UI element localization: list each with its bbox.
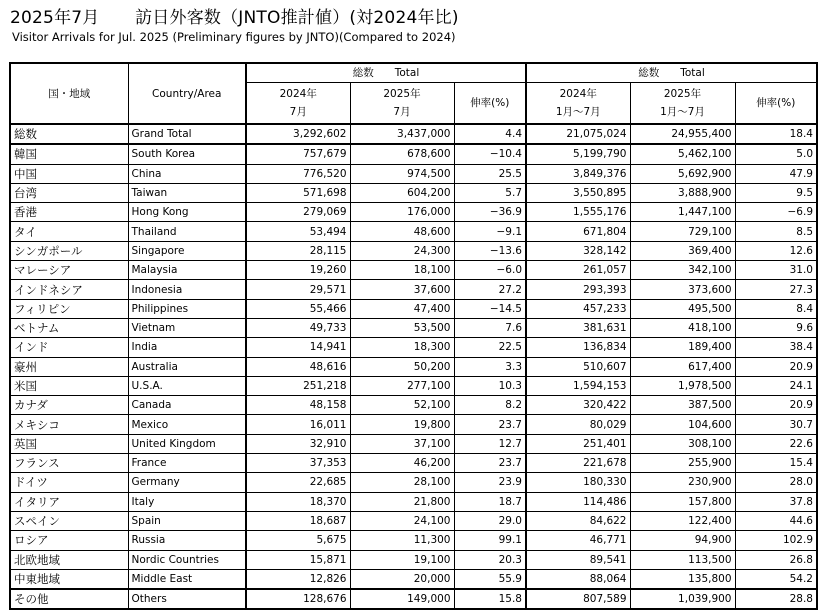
table-row [10, 434, 817, 453]
table-row [10, 376, 817, 395]
cell-region-jp: イタリア [10, 492, 128, 511]
cell-2025-ytd: 3,888,900 [630, 183, 735, 202]
header-2024-ytd [526, 83, 630, 125]
cell-growth-ytd: 44.6 [735, 511, 817, 530]
header-2024-ytd-year: 2024年 [559, 88, 597, 100]
cell-2024-month: 571,698 [246, 183, 350, 202]
cell-growth-month: 55.9 [454, 569, 526, 589]
cell-2025-month: 37,600 [350, 280, 454, 299]
cell-2025-month: 974,500 [350, 164, 454, 183]
table-row [10, 415, 817, 434]
cell-2024-month: 14,941 [246, 338, 350, 357]
cell-region-en: Hong Kong [128, 203, 246, 222]
cell-region-jp: 韓国 [10, 144, 128, 164]
cell-2024-ytd: 5,199,790 [526, 144, 630, 164]
cell-2024-ytd: 293,393 [526, 280, 630, 299]
table-row [10, 299, 817, 318]
cell-2024-ytd: 88,064 [526, 569, 630, 589]
cell-2025-month: 18,100 [350, 261, 454, 280]
table-row [10, 550, 817, 569]
cell-2025-month: 47,400 [350, 299, 454, 318]
cell-growth-month: 29.0 [454, 511, 526, 530]
cell-2025-ytd: 418,100 [630, 318, 735, 337]
cell-growth-ytd: 9.6 [735, 318, 817, 337]
cell-region-en: Philippines [128, 299, 246, 318]
header-region-en: Country/Area [128, 63, 246, 124]
table-row [10, 261, 817, 280]
cell-growth-ytd: 22.6 [735, 434, 817, 453]
cell-region-en: Middle East [128, 569, 246, 589]
cell-2025-ytd: 5,462,100 [630, 144, 735, 164]
cell-2025-ytd: 135,800 [630, 569, 735, 589]
cell-2025-ytd: 369,400 [630, 241, 735, 260]
table-row [10, 473, 817, 492]
cell-growth-month: −6.0 [454, 261, 526, 280]
cell-region-en: Canada [128, 396, 246, 415]
cell-2024-month: 28,115 [246, 241, 350, 260]
cell-region-en: Nordic Countries [128, 550, 246, 569]
header-2025-ytd-year: 2025年 [663, 88, 702, 100]
cell-2025-ytd: 189,400 [630, 338, 735, 357]
cell-region-en: Germany [128, 473, 246, 492]
table-row [10, 203, 817, 222]
cell-growth-ytd: 15.4 [735, 454, 817, 473]
cell-growth-ytd: 28.0 [735, 473, 817, 492]
cell-region-en: Others [128, 589, 246, 609]
cell-region-en: Spain [128, 511, 246, 530]
table-row [10, 124, 817, 144]
cell-2025-ytd: 230,900 [630, 473, 735, 492]
cell-2024-month: 53,494 [246, 222, 350, 241]
cell-growth-ytd: −6.9 [735, 203, 817, 222]
cell-region-jp: 北欧地域 [10, 550, 128, 569]
cell-region-jp: マレーシア [10, 261, 128, 280]
cell-growth-ytd: 27.3 [735, 280, 817, 299]
cell-2024-ytd: 381,631 [526, 318, 630, 337]
cell-region-en: Malaysia [128, 261, 246, 280]
cell-region-jp: 中国 [10, 164, 128, 183]
cell-2024-month: 19,260 [246, 261, 350, 280]
cell-region-en: Taiwan [128, 183, 246, 202]
cell-2025-month: 11,300 [350, 531, 454, 550]
header-growth-month: 伸率(%) [454, 83, 526, 125]
cell-region-en: Italy [128, 492, 246, 511]
cell-region-jp: 豪州 [10, 357, 128, 376]
table-body [10, 124, 817, 609]
cell-2025-ytd: 122,400 [630, 511, 735, 530]
cell-2024-month: 48,616 [246, 357, 350, 376]
header-total-ytd: 総数 Total [526, 63, 817, 83]
cell-region-jp: 総数 [10, 124, 128, 144]
cell-2024-month: 3,292,602 [246, 124, 350, 144]
cell-region-jp: 米国 [10, 376, 128, 395]
cell-2024-ytd: 114,486 [526, 492, 630, 511]
cell-region-en: Thailand [128, 222, 246, 241]
cell-region-jp: インド [10, 338, 128, 357]
cell-2024-month: 279,069 [246, 203, 350, 222]
cell-2024-month: 48,158 [246, 396, 350, 415]
cell-2025-month: 50,200 [350, 357, 454, 376]
cell-region-jp: ロシア [10, 531, 128, 550]
header-2025-month [350, 83, 454, 125]
cell-growth-month: 10.3 [454, 376, 526, 395]
cell-2024-ytd: 1,555,176 [526, 203, 630, 222]
cell-2024-month: 37,353 [246, 454, 350, 473]
cell-2025-month: 604,200 [350, 183, 454, 202]
cell-growth-month: 23.7 [454, 454, 526, 473]
cell-region-jp: ベトナム [10, 318, 128, 337]
cell-growth-ytd: 28.8 [735, 589, 817, 609]
cell-region-en: Russia [128, 531, 246, 550]
cell-2025-ytd: 24,955,400 [630, 124, 735, 144]
cell-2024-month: 29,571 [246, 280, 350, 299]
cell-growth-ytd: 5.0 [735, 144, 817, 164]
cell-growth-ytd: 9.5 [735, 183, 817, 202]
table-row [10, 241, 817, 260]
cell-growth-ytd: 20.9 [735, 357, 817, 376]
cell-2025-ytd: 308,100 [630, 434, 735, 453]
cell-growth-month: 22.5 [454, 338, 526, 357]
cell-growth-month: −10.4 [454, 144, 526, 164]
cell-growth-ytd: 18.4 [735, 124, 817, 144]
cell-growth-month: −14.5 [454, 299, 526, 318]
table-row [10, 318, 817, 337]
cell-growth-month: 18.7 [454, 492, 526, 511]
cell-growth-month: 99.1 [454, 531, 526, 550]
cell-2024-ytd: 21,075,024 [526, 124, 630, 144]
cell-2025-month: 53,500 [350, 318, 454, 337]
cell-2024-month: 757,679 [246, 144, 350, 164]
table-row [10, 492, 817, 511]
cell-region-en: U.S.A. [128, 376, 246, 395]
visitor-arrivals-table [9, 62, 818, 610]
cell-region-en: France [128, 454, 246, 473]
cell-2025-month: 24,100 [350, 511, 454, 530]
cell-2024-month: 32,910 [246, 434, 350, 453]
header-2025-month-period: 7月 [393, 106, 411, 118]
table-row [10, 183, 817, 202]
cell-2024-ytd: 457,233 [526, 299, 630, 318]
cell-2025-ytd: 5,692,900 [630, 164, 735, 183]
cell-growth-ytd: 47.9 [735, 164, 817, 183]
cell-region-jp: その他 [10, 589, 128, 609]
header-total-month: 総数 Total [246, 63, 526, 83]
cell-growth-ytd: 20.9 [735, 396, 817, 415]
cell-2024-month: 251,218 [246, 376, 350, 395]
cell-growth-month: 23.9 [454, 473, 526, 492]
cell-region-jp: 香港 [10, 203, 128, 222]
cell-growth-ytd: 38.4 [735, 338, 817, 357]
cell-growth-month: −13.6 [454, 241, 526, 260]
cell-2025-ytd: 373,600 [630, 280, 735, 299]
cell-growth-ytd: 54.2 [735, 569, 817, 589]
cell-region-jp: フィリピン [10, 299, 128, 318]
cell-2024-ytd: 3,849,376 [526, 164, 630, 183]
cell-growth-month: 7.6 [454, 318, 526, 337]
cell-2025-month: 19,100 [350, 550, 454, 569]
page-title [10, 6, 459, 30]
cell-2024-month: 22,685 [246, 473, 350, 492]
header-2024-month [246, 83, 350, 125]
table-row [10, 144, 817, 164]
cell-2024-month: 49,733 [246, 318, 350, 337]
table-row [10, 531, 817, 550]
header-2025-month-year: 2025年 [383, 88, 421, 100]
cell-2024-ytd: 46,771 [526, 531, 630, 550]
cell-2025-month: 19,800 [350, 415, 454, 434]
cell-2025-ytd: 387,500 [630, 396, 735, 415]
cell-2024-ytd: 3,550,895 [526, 183, 630, 202]
cell-2025-ytd: 157,800 [630, 492, 735, 511]
cell-region-jp: メキシコ [10, 415, 128, 434]
cell-region-en: China [128, 164, 246, 183]
cell-2025-month: 20,000 [350, 569, 454, 589]
cell-region-jp: シンガポール [10, 241, 128, 260]
cell-2024-ytd: 221,678 [526, 454, 630, 473]
cell-2024-ytd: 89,541 [526, 550, 630, 569]
cell-2025-month: 28,100 [350, 473, 454, 492]
cell-2025-month: 52,100 [350, 396, 454, 415]
cell-2025-month: 24,300 [350, 241, 454, 260]
cell-growth-month: 12.7 [454, 434, 526, 453]
cell-2024-month: 18,370 [246, 492, 350, 511]
cell-growth-month: 3.3 [454, 357, 526, 376]
cell-2024-month: 776,520 [246, 164, 350, 183]
table-row [10, 589, 817, 609]
cell-growth-ytd: 31.0 [735, 261, 817, 280]
title-month: 2025年7月 [10, 8, 100, 28]
table-row [10, 338, 817, 357]
cell-2025-month: 48,600 [350, 222, 454, 241]
cell-2024-month: 55,466 [246, 299, 350, 318]
cell-growth-ytd: 30.7 [735, 415, 817, 434]
cell-region-jp: インドネシア [10, 280, 128, 299]
cell-growth-ytd: 24.1 [735, 376, 817, 395]
cell-2024-ytd: 328,142 [526, 241, 630, 260]
table-row [10, 569, 817, 589]
cell-2025-ytd: 1,447,100 [630, 203, 735, 222]
cell-region-jp: スペイン [10, 511, 128, 530]
table-row [10, 511, 817, 530]
cell-growth-ytd: 102.9 [735, 531, 817, 550]
header-2024-ytd-period: 1月～7月 [555, 106, 601, 118]
cell-2025-ytd: 729,100 [630, 222, 735, 241]
header-2025-ytd [630, 83, 735, 125]
cell-2025-ytd: 255,900 [630, 454, 735, 473]
cell-growth-ytd: 8.5 [735, 222, 817, 241]
cell-region-en: United Kingdom [128, 434, 246, 453]
cell-2025-ytd: 104,600 [630, 415, 735, 434]
cell-growth-ytd: 37.8 [735, 492, 817, 511]
cell-region-en: Australia [128, 357, 246, 376]
cell-growth-ytd: 12.6 [735, 241, 817, 260]
header-growth-ytd: 伸率(%) [735, 83, 817, 125]
cell-growth-month: −36.9 [454, 203, 526, 222]
cell-region-jp: フランス [10, 454, 128, 473]
cell-2024-month: 15,871 [246, 550, 350, 569]
cell-growth-month: 15.8 [454, 589, 526, 609]
cell-2024-ytd: 1,594,153 [526, 376, 630, 395]
cell-2024-ytd: 671,804 [526, 222, 630, 241]
cell-region-jp: 中東地域 [10, 569, 128, 589]
table-row [10, 280, 817, 299]
cell-2024-ytd: 807,589 [526, 589, 630, 609]
cell-2025-ytd: 113,500 [630, 550, 735, 569]
table-row [10, 164, 817, 183]
cell-2025-month: 18,300 [350, 338, 454, 357]
cell-growth-month: 5.7 [454, 183, 526, 202]
title-main: 訪日外客数（JNTO推計値）(対2024年比) [135, 8, 459, 28]
cell-2024-ytd: 180,330 [526, 473, 630, 492]
cell-2025-month: 37,100 [350, 434, 454, 453]
cell-region-en: Grand Total [128, 124, 246, 144]
cell-2025-ytd: 1,039,900 [630, 589, 735, 609]
cell-growth-month: 27.2 [454, 280, 526, 299]
cell-region-jp: タイ [10, 222, 128, 241]
cell-2025-month: 21,800 [350, 492, 454, 511]
cell-2025-ytd: 617,400 [630, 357, 735, 376]
header-2024-month-period: 7月 [289, 106, 307, 118]
table-row [10, 396, 817, 415]
cell-region-jp: 台湾 [10, 183, 128, 202]
header-2024-month-year: 2024年 [279, 88, 317, 100]
cell-2024-ytd: 251,401 [526, 434, 630, 453]
cell-growth-month: 23.7 [454, 415, 526, 434]
header-2025-ytd-period: 1月～7月 [660, 106, 705, 118]
cell-2025-month: 3,437,000 [350, 124, 454, 144]
cell-2024-month: 5,675 [246, 531, 350, 550]
cell-region-en: South Korea [128, 144, 246, 164]
table-row [10, 454, 817, 473]
cell-2024-month: 128,676 [246, 589, 350, 609]
cell-growth-month: 4.4 [454, 124, 526, 144]
cell-2024-month: 12,826 [246, 569, 350, 589]
cell-region-en: Indonesia [128, 280, 246, 299]
cell-growth-month: −9.1 [454, 222, 526, 241]
cell-2024-month: 18,687 [246, 511, 350, 530]
cell-2024-ytd: 80,029 [526, 415, 630, 434]
cell-growth-month: 25.5 [454, 164, 526, 183]
cell-region-en: Singapore [128, 241, 246, 260]
cell-region-en: Mexico [128, 415, 246, 434]
cell-2025-ytd: 94,900 [630, 531, 735, 550]
cell-2024-ytd: 320,422 [526, 396, 630, 415]
cell-2025-month: 149,000 [350, 589, 454, 609]
cell-2025-month: 176,000 [350, 203, 454, 222]
cell-2025-month: 277,100 [350, 376, 454, 395]
cell-2024-ytd: 84,622 [526, 511, 630, 530]
cell-2025-month: 46,200 [350, 454, 454, 473]
page-subtitle: Visitor Arrivals for Jul. 2025 (Preliminary figures by JNTO)(Compared to 2024) [12, 30, 456, 44]
cell-2025-ytd: 342,100 [630, 261, 735, 280]
cell-region-en: India [128, 338, 246, 357]
cell-growth-month: 20.3 [454, 550, 526, 569]
cell-region-en: Vietnam [128, 318, 246, 337]
cell-2025-month: 678,600 [350, 144, 454, 164]
cell-2025-ytd: 495,500 [630, 299, 735, 318]
cell-region-jp: カナダ [10, 396, 128, 415]
table-row [10, 357, 817, 376]
cell-region-jp: 英国 [10, 434, 128, 453]
table-row [10, 222, 817, 241]
cell-2024-ytd: 136,834 [526, 338, 630, 357]
cell-2025-ytd: 1,978,500 [630, 376, 735, 395]
cell-growth-ytd: 26.8 [735, 550, 817, 569]
cell-growth-month: 8.2 [454, 396, 526, 415]
cell-2024-month: 16,011 [246, 415, 350, 434]
header-region-jp: 国・地域 [10, 63, 128, 124]
cell-growth-ytd: 8.4 [735, 299, 817, 318]
cell-2024-ytd: 261,057 [526, 261, 630, 280]
cell-region-jp: ドイツ [10, 473, 128, 492]
cell-2024-ytd: 510,607 [526, 357, 630, 376]
